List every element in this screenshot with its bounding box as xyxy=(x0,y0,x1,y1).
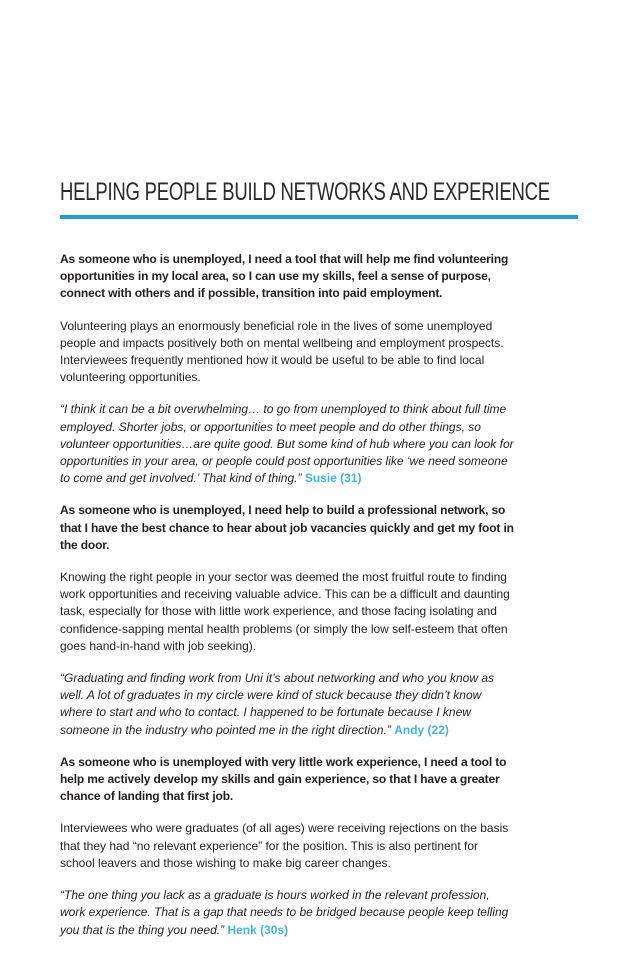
quote-2 xyxy=(60,670,516,739)
quote-3 xyxy=(60,887,516,939)
quote-text: “Graduating and finding work from Uni it’s about networking and who you know as well. A lot of graduates in my circle were kind of stuck because they didn’t know where to start and who to contact. I happened to be fortunate because I knew someone in the industry who pointed me in the right direction.” xyxy=(60,671,495,737)
quote-attribution: Andy (22) xyxy=(394,722,449,737)
user-story-1: As someone who is unemployed, I need a tool that will help me find volunteering opportunities in my local area, so I can use my skills, feel a sense of purpose, connect with others and if possible, transition into paid employment. xyxy=(60,252,509,301)
quote-text: “I think it can be a bit overwhelming… to go from unemployed to think about full time employed. Shorter jobs, or opportunities to meet people and do other things, so volunteer opportunities…are quite good. But some kind of hub where you can look for opportunities in your area, or people could post opportunities like ‘we need someone to come and get involved.’ That kind of thing.” xyxy=(60,402,514,486)
quote-attribution: Henk (30s) xyxy=(227,922,289,937)
content xyxy=(60,251,516,954)
quote-1 xyxy=(60,401,516,487)
page-title: HELPING PEOPLE BUILD NETWORKS AND EXPERIENCE xyxy=(60,178,550,206)
quote-attribution: Susie (31) xyxy=(304,471,362,486)
body-paragraph-1: Volunteering plays an enormously beneficial role in the lives of some unemployed people and impacts positively both on mental wellbeing and employment prospects. Interviewees frequently mentioned how it would be useful to be able to find local volunteering opportunities. xyxy=(60,318,504,385)
user-story-3: As someone who is unemployed with very little work experience, I need a tool to help me actively develop my skills and gain experience, so that I have a greater chance of landing that first job. xyxy=(60,754,507,804)
user-story-2: As someone who is unemployed, I need help to build a professional network, so that I have the best chance to hear about job vacancies quickly and get my foot in the door. xyxy=(60,503,514,552)
body-paragraph-2: Knowing the right people in your sector was deemed the most fruitful route to finding work opportunities and receiving valuable advice. This can be a difficult and daunting task, especially for those with little work experience, and those facing isolating and confidence-sapping mental health problems (or simply the low self-esteem that often goes hand-in-hand with job seeking). xyxy=(60,570,510,653)
quote-text: “The one thing you lack as a graduate is hours worked in the relevant profession, work experience. That is a gap that needs to be bridged because people keep telling you that is the thing you need.” xyxy=(60,888,509,937)
title-rule xyxy=(60,215,578,219)
body-paragraph-3: Interviewees who were graduates (of all ages) were receiving rejections on the basis that they had “no relevant experience” for the position. This is also pertinent for school leavers and those wishing to make big career changes. xyxy=(60,821,509,870)
